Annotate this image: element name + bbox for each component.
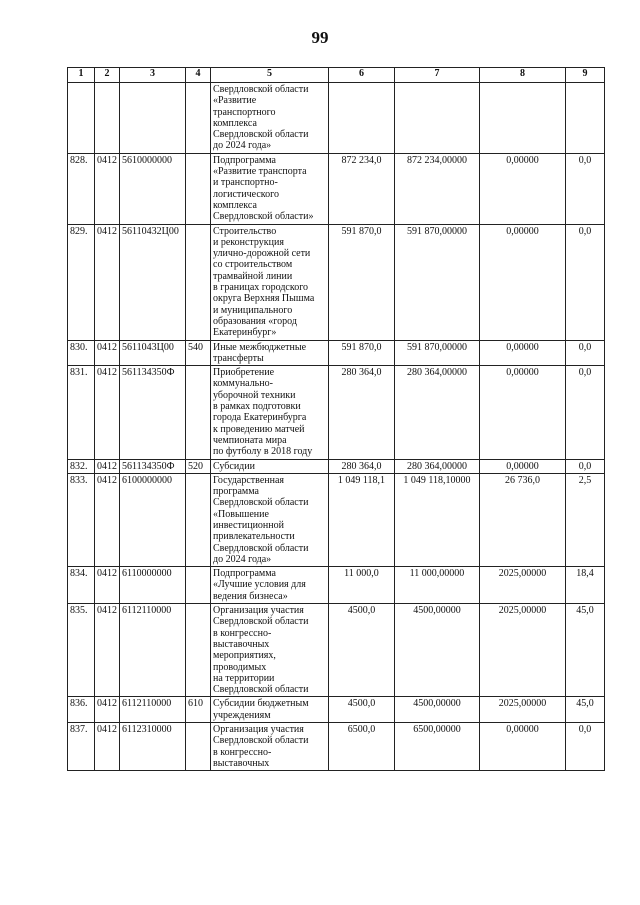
table-cell-col8: 2025,00000 xyxy=(480,697,566,723)
table-cell-col6: 280 364,0 xyxy=(329,366,395,459)
table-cell-col3: 6112110000 xyxy=(120,604,186,697)
table-cell-col3: 5610000000 xyxy=(120,153,186,224)
column-header-8: 8 xyxy=(480,68,566,83)
table-cell-col3: 5611043Ц00 xyxy=(120,340,186,366)
table-row xyxy=(68,723,605,771)
table-cell-col5: Приобретение коммунально- уборочной техники в рамках подготовки города Екатеринбурга к проведению матчей чемпионата мира по футболу в 2018 году xyxy=(211,366,329,459)
table-cell-col2: 0412 xyxy=(95,723,120,771)
table-cell-col4 xyxy=(186,153,211,224)
table-cell-col6: 591 870,0 xyxy=(329,224,395,340)
table-row xyxy=(68,224,605,340)
table-cell-col5: Организация участия Свердловской области в конгрессно- выставочных xyxy=(211,723,329,771)
table-cell-col8: 0,00000 xyxy=(480,366,566,459)
table-cell-col9: 0,0 xyxy=(566,459,605,473)
table-cell-col8: 0,00000 xyxy=(480,723,566,771)
table-cell-col5: Государственная программа Свердловской области «Повышение инвестиционной привлекательности Свердловской области до 2024 года» xyxy=(211,473,329,566)
table-cell-col8: 2025,00000 xyxy=(480,604,566,697)
table-cell-col7: 11 000,00000 xyxy=(395,567,480,604)
table-cell-col4 xyxy=(186,604,211,697)
table-body xyxy=(68,83,605,771)
column-header-3: 3 xyxy=(120,68,186,83)
table-cell-col1 xyxy=(68,83,95,154)
table-cell-col4: 540 xyxy=(186,340,211,366)
table-row xyxy=(68,366,605,459)
table-cell-col8: 0,00000 xyxy=(480,340,566,366)
table-cell-col7: 591 870,00000 xyxy=(395,224,480,340)
table-cell-col9: 0,0 xyxy=(566,366,605,459)
table-cell-col2: 0412 xyxy=(95,224,120,340)
column-header-9: 9 xyxy=(566,68,605,83)
table-cell-col7: 280 364,00000 xyxy=(395,459,480,473)
table-cell-col3 xyxy=(120,83,186,154)
table-cell-col4: 520 xyxy=(186,459,211,473)
table-cell-col8: 0,00000 xyxy=(480,459,566,473)
table-cell-col6: 4500,0 xyxy=(329,697,395,723)
table-cell-col7: 4500,00000 xyxy=(395,604,480,697)
table-cell-col9: 45,0 xyxy=(566,697,605,723)
table-cell-col1: 829. xyxy=(68,224,95,340)
table-cell-col1: 831. xyxy=(68,366,95,459)
table-cell-col9: 0,0 xyxy=(566,153,605,224)
table-cell-col8 xyxy=(480,83,566,154)
table-cell-col1: 836. xyxy=(68,697,95,723)
column-header-5: 5 xyxy=(211,68,329,83)
table-cell-col7: 1 049 118,10000 xyxy=(395,473,480,566)
page-number: 99 xyxy=(311,28,329,47)
table-cell-col5: Субсидии xyxy=(211,459,329,473)
table-row xyxy=(68,340,605,366)
table-cell-col1: 833. xyxy=(68,473,95,566)
table-cell-col3: 6112110000 xyxy=(120,697,186,723)
table-cell-col1: 828. xyxy=(68,153,95,224)
table-cell-col7: 591 870,00000 xyxy=(395,340,480,366)
table-cell-col1: 835. xyxy=(68,604,95,697)
table-cell-col2: 0412 xyxy=(95,567,120,604)
table-cell-col6: 6500,0 xyxy=(329,723,395,771)
table-cell-col6: 872 234,0 xyxy=(329,153,395,224)
table-cell-col8: 0,00000 xyxy=(480,224,566,340)
table-cell-col4 xyxy=(186,366,211,459)
table-cell-col7: 6500,00000 xyxy=(395,723,480,771)
table-cell-col7: 4500,00000 xyxy=(395,697,480,723)
table-cell-col4: 610 xyxy=(186,697,211,723)
table-cell-col6: 280 364,0 xyxy=(329,459,395,473)
column-header-6: 6 xyxy=(329,68,395,83)
table-cell-col2: 0412 xyxy=(95,153,120,224)
table-cell-col1: 830. xyxy=(68,340,95,366)
table-cell-col5: Иные межбюджетные трансферты xyxy=(211,340,329,366)
table-cell-col2: 0412 xyxy=(95,340,120,366)
table-cell-col9: 45,0 xyxy=(566,604,605,697)
table-cell-col5: Подпрограмма «Развитие транспорта и транспортно- логистического комплекса Свердловской области» xyxy=(211,153,329,224)
header-row xyxy=(68,68,605,83)
table-cell-col6: 11 000,0 xyxy=(329,567,395,604)
table-cell-col6 xyxy=(329,83,395,154)
table-cell-col1: 832. xyxy=(68,459,95,473)
table-cell-col8: 2025,00000 xyxy=(480,567,566,604)
table-row xyxy=(68,83,605,154)
table-cell-col5: Субсидии бюджетным учреждениям xyxy=(211,697,329,723)
table-cell-col2: 0412 xyxy=(95,473,120,566)
table-cell-col4 xyxy=(186,473,211,566)
table-cell-col3: 561134350Ф xyxy=(120,459,186,473)
table-cell-col6: 1 049 118,1 xyxy=(329,473,395,566)
table-cell-col6: 591 870,0 xyxy=(329,340,395,366)
column-header-2: 2 xyxy=(95,68,120,83)
table-cell-col9 xyxy=(566,83,605,154)
table-cell-col9: 2,5 xyxy=(566,473,605,566)
column-header-1: 1 xyxy=(68,68,95,83)
table-cell-col5: Строительство и реконструкция улично-дорожной сети со строительством трамвайной линии в границах городского округа Верхняя Пышма и муниципального образования «город Екатеринбург» xyxy=(211,224,329,340)
table-cell-col2: 0412 xyxy=(95,366,120,459)
table-cell-col3: 6100000000 xyxy=(120,473,186,566)
table-row xyxy=(68,604,605,697)
table-cell-col3: 6110000000 xyxy=(120,567,186,604)
table-cell-col9: 0,0 xyxy=(566,224,605,340)
table-cell-col5: Свердловской области «Развитие транспортного комплекса Свердловской области до 2024 года» xyxy=(211,83,329,154)
table-cell-col1: 837. xyxy=(68,723,95,771)
table-cell-col9: 0,0 xyxy=(566,340,605,366)
table-cell-col7: 872 234,00000 xyxy=(395,153,480,224)
table-cell-col3: 56110432Ц00 xyxy=(120,224,186,340)
table-cell-col9: 18,4 xyxy=(566,567,605,604)
table-cell-col2: 0412 xyxy=(95,459,120,473)
table-cell-col1: 834. xyxy=(68,567,95,604)
table-cell-col4 xyxy=(186,83,211,154)
table-cell-col6: 4500,0 xyxy=(329,604,395,697)
table-cell-col2 xyxy=(95,83,120,154)
table-cell-col2: 0412 xyxy=(95,604,120,697)
table-row xyxy=(68,697,605,723)
table-cell-col7: 280 364,00000 xyxy=(395,366,480,459)
table-cell-col8: 0,00000 xyxy=(480,153,566,224)
column-header-4: 4 xyxy=(186,68,211,83)
table-row xyxy=(68,153,605,224)
table-cell-col5: Подпрограмма «Лучшие условия для ведения бизнеса» xyxy=(211,567,329,604)
table-cell-col4 xyxy=(186,723,211,771)
table-row xyxy=(68,459,605,473)
table-cell-col3: 561134350Ф xyxy=(120,366,186,459)
table-row xyxy=(68,473,605,566)
table-cell-col8: 26 736,0 xyxy=(480,473,566,566)
column-header-7: 7 xyxy=(395,68,480,83)
table-cell-col5: Организация участия Свердловской области в конгрессно- выставочных мероприятиях, проводимых на территории Свердловской области xyxy=(211,604,329,697)
table-cell-col3: 6112310000 xyxy=(120,723,186,771)
table-row xyxy=(68,567,605,604)
table-cell-col4 xyxy=(186,224,211,340)
budget-table xyxy=(67,67,605,771)
table-cell-col7 xyxy=(395,83,480,154)
table-cell-col9: 0,0 xyxy=(566,723,605,771)
table-cell-col2: 0412 xyxy=(95,697,120,723)
table-cell-col4 xyxy=(186,567,211,604)
